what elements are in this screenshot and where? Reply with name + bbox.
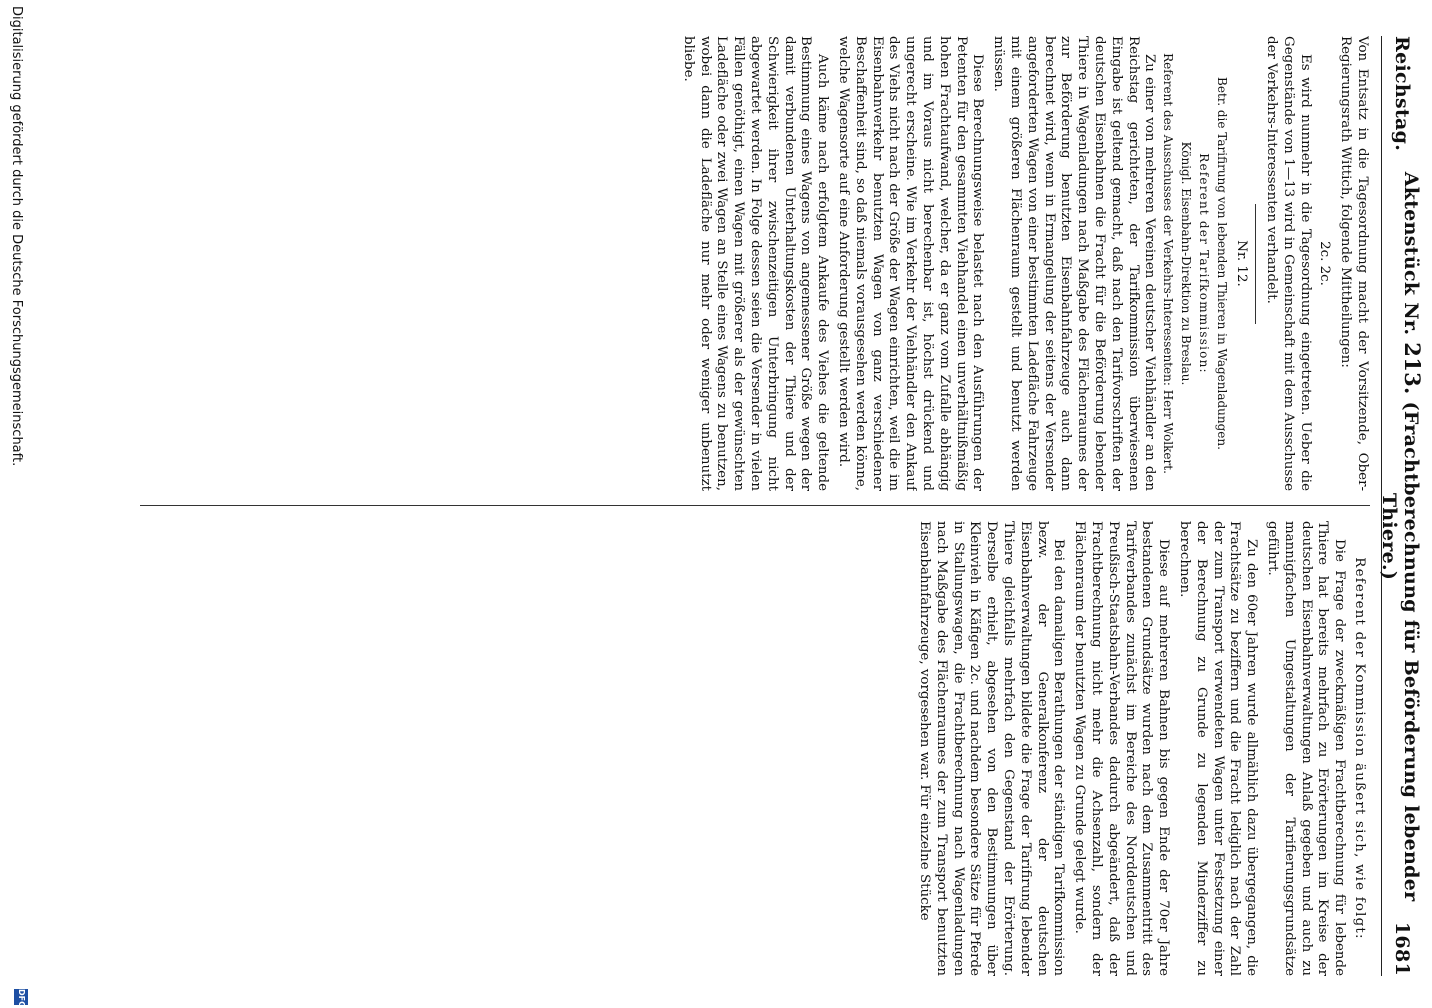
body-paragraph: Diese auf mehreren Bahnen bis gegen Ende der 70er Jahre bestandenen Grundsätze wurden nach dem Zusammentritt des Tarifverbandes zunächst im Bereiche des Norddeutschen und Preußisch-Staatsbahn-Verbandes dadurch abgeändert, daß der Frachtberechnung nicht mehr die Achsenzahl, sondern der Flächenraum der benutzten Wagen zu Grunde gelegt wurde. — [1072, 521, 1172, 976]
left-column — [140, 36, 1370, 491]
header-subject: (Frachtberechnung für Beförderung lebender Thiere.) — [1378, 401, 1423, 902]
running-header — [1378, 36, 1426, 976]
agenda-paragraph: Es wird nunmehr in die Tagesordnung eingetreten. Ueber die Gegenstände von 1—13 wird in Gemeinschaft mit dem Ausschusse der Verkehrs-Interessenten verhandelt. — [1264, 36, 1313, 491]
intro-continuation: 2c. 2c. — [1317, 241, 1333, 286]
coreferent: Referent des Ausschusses der Verkehrs-Interessenten: Herr Wolkert. — [1161, 53, 1176, 474]
right-column — [140, 521, 1370, 976]
referent-name: Königl. Eisenbahn-Direktion zu Breslau. — [1179, 141, 1194, 386]
page-content — [9, 6, 1426, 1008]
column-rule — [140, 505, 1370, 506]
body-paragraph: Zu den 60er Jahren wurde allmählich dazu übergegangen, die Frachtsätze zu beziffern und die Fracht lediglich nach der Zahl der zum Transport verwendeten Wagen unter Festsetzung einer der Berechnung zu Grunde zu legenden Minderziffer zu berechnen. — [1177, 521, 1260, 976]
body-paragraph: Auch käme nach erfolgtem Ankaufe des Viehes die geltende Bestimmung eines Wagens von angemessener Größe wegen der damit verbundenen Unterhaltungskosten der Thiere und der Schwierigkeit ihrer zwischenzeitigen Unterbringung nicht abgewartet werden. In Folge dessen seien die Versender in vielen Fällen genöthigt, einen Wagen mit größerer als der gewünschten Ladefläche oder zwei Wagen an Stelle eines Wagens zu benutzen, wobei dann die Ladefläche nur mehr oder weniger unbenutzt bliebe. — [680, 36, 831, 491]
section-divider — [1255, 204, 1256, 324]
item-title: Betr. die Tarifirung von lebenden Thieren in Wagenladungen. — [1215, 77, 1230, 450]
right-heading: Referent der Kommission äußert sich, wie folgt: — [1352, 557, 1367, 940]
header-left: Reichstag. — [1391, 36, 1413, 152]
document-number: 213. — [1400, 342, 1426, 395]
page-number: 1681 — [1391, 921, 1413, 976]
item-number: Nr. 12. — [1234, 240, 1250, 287]
header-title — [1379, 151, 1426, 922]
body-paragraph: Diese Berechnungsweise belastet nach den Ausführungen der Petenten für den gesammten Viehhandel einen unverhältnißmäßig hohen Frachtaufwand, welcher, da er ganz vom Zufalle abhängig und im Voraus nicht berechenbar ist, höchst drückend und ungerecht erscheine. Wie im Verkehr der Viehhändler den Ankauf des Viehs nicht nach der Größe der Wagen einrichten, weil die im Eisenbahnverkehr benutzten Wagen von ganz verschiedener Beschaffenheit sind, so daß niemals vorausgesehen werden könne, welche Wagensorte auf eine Anforderung gestellt werden wird. — [836, 36, 986, 491]
body-paragraph: Bei den damaligen Berathungen der ständigen Tarifkommission bezw. der Generalkonferenz der deutschen Eisenbahnverwaltungen bildete die Frage der Tarifirung lebender Thiere gleichfalls mehrfach den Gegenstand der Erörterung. Derselbe erhielt, abgesehen von den Bestimmungen über Kleinvieh in Käfigen 2c. und nachdem besondere Sätze für Pferde in Stallungswagen, die Frachtberechnung nach Wagenladungen nach Maßgabe des Flächenraumes der zum Transport benutzten Eisenbahnfahrzeuge, vorgesehen war. Für einzelne Stücke — [917, 521, 1067, 976]
digitization-note: Digitalisierung gefördert durch die Deutsche Forschungsgemeinschaft. — [9, 6, 24, 467]
dfg-logo-icon: DFG — [14, 989, 28, 1005]
body-paragraph: Zu einer von mehreren Vereinen deutscher Viehhändler an den Reichstag gerichteten, der Tarifkommission überwiesenen Eingabe ist geltend gemacht, daß nach den Tarifvorschriften der deutschen Eisenbahnen die Fracht für die Beförderung lebender Thiere in Wagenladungen nach Maßgabe des Flächenraumes der zur Beförderung benutzten Eisenbahnfahrzeuge auch dann berechnet wird, wenn in Ermangelung der seitens der Versender angeforderten Wagen von einer bestimmten Ladefläche Fahrzeuge mit einem größeren Flächenraum gestellt und benutzt werden müssen. — [991, 36, 1158, 491]
referent-label: Referent der Tarifkommission: — [1197, 153, 1212, 374]
intro-paragraph: Von Entsatz in die Tagesordnung macht der Vorsitzende, Ober-Regierungsrath Wittich, folgende Mittheilungen: — [1338, 36, 1370, 491]
body-paragraph: Die Frage der zweckmäßigen Frachtberechnung für lebende Thiere hat bereits mehrfach zu Erörterungen im Kreise der deutschen Eisenbahnverwaltungen Anlaß gegeben und auch zu mannigfachen Umgestaltungen der Tarifierungsgrundsätze geführt. — [1265, 521, 1348, 976]
header-prefix: Aktenstück Nr. — [1400, 171, 1423, 336]
scan-footer — [0, 6, 54, 1006]
